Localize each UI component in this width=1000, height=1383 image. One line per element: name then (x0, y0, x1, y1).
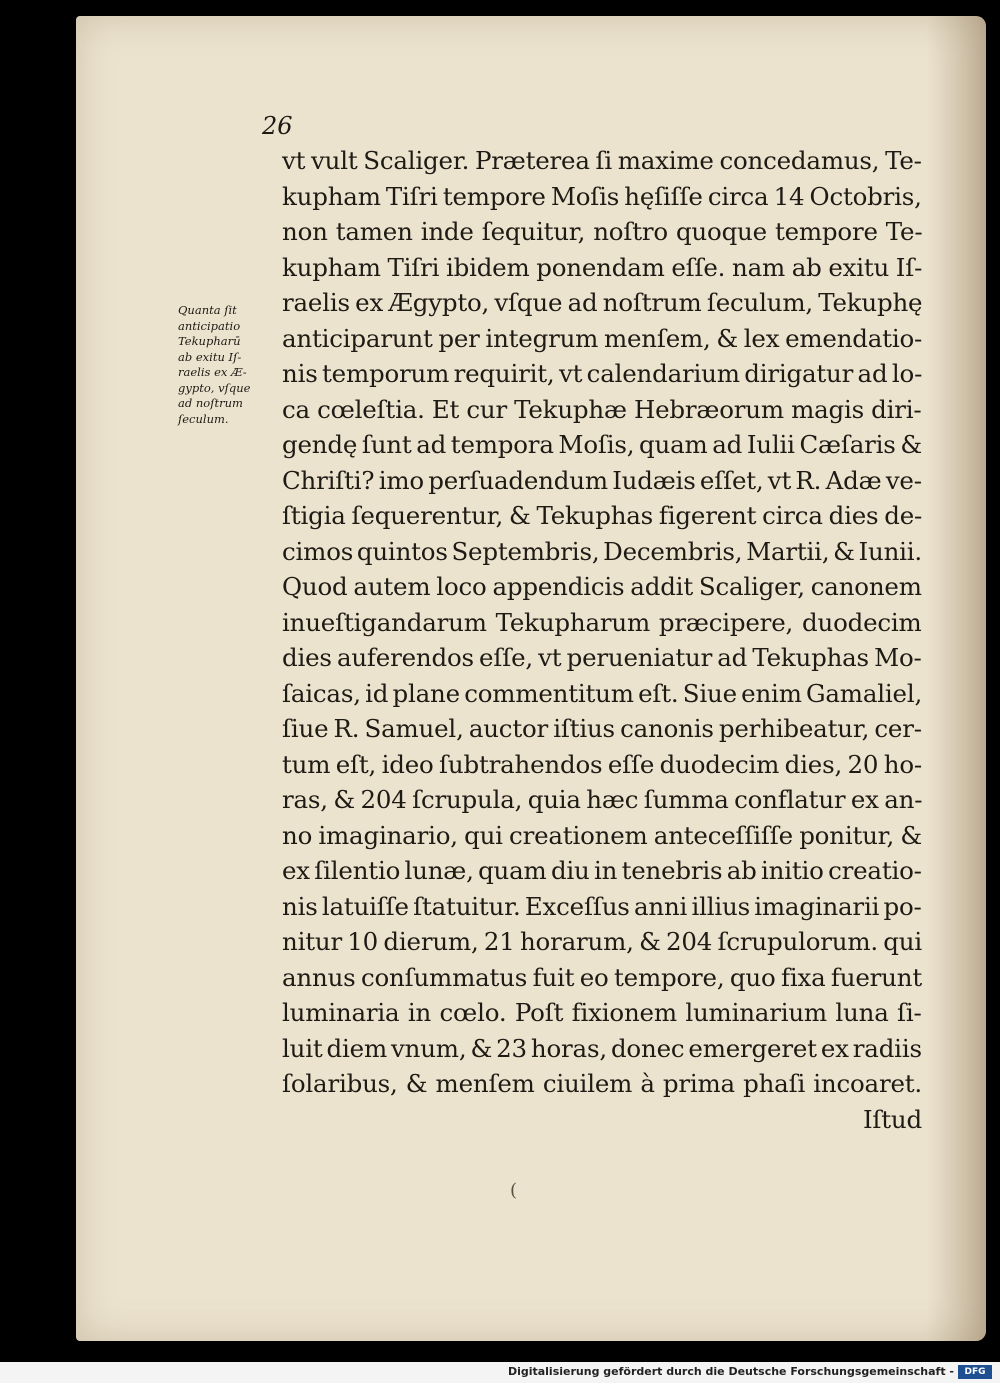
funding-credit: Digitalisierung gefördert durch die Deutsche Forschungsgemeinschaft - (507, 1365, 954, 1378)
paper-speck: ( (510, 1180, 518, 1201)
marginal-note-line: gypto, vſque (178, 380, 251, 395)
page-number: 26 (262, 112, 293, 140)
text-line: ex ſilentio lunæ, quam diu in tenebris ab initio creatio- (282, 856, 922, 885)
text-line: ſiue R. Samuel, auctor iſtius canonis perhibeatur, cer- (282, 714, 922, 743)
text-line: non tamen inde ſequitur, noſtro quoque tempore Te- (282, 217, 923, 246)
text-line: cimos quintos Septembris, Decembris, Martii, & Iunii. (282, 536, 923, 566)
marginal-note-line: ad noſtrum (178, 396, 243, 410)
text-line: ſtigia ſequerentur, & Tekuphas figerent circa dies de- (282, 501, 923, 530)
text-line: inueſtigandarum Tekupharum præcipere, duodecim (282, 607, 922, 637)
body-text (282, 143, 922, 1137)
marginal-note-line: ab exitu Iſ- (178, 349, 242, 364)
marginal-note-line: anticipatio (178, 318, 241, 333)
text-line: raelis ex Ægypto, vſque ad noſtrum ſeculum, Tekuphę (282, 288, 923, 317)
marginal-note (178, 303, 278, 427)
marginal-note-line: raelis ex Æ- (178, 365, 247, 379)
text-line: gendę ſunt ad tempora Moſis, quam ad Iulii Cæſaris & (282, 430, 922, 459)
text-line: luit diem vnum, & 23 horas, donec emergeret ex radiis (282, 1033, 922, 1063)
catchword: Iſtud (862, 1104, 922, 1134)
text-line: no imaginario, qui creationem anteceſſiſſe ponitur, & (282, 820, 922, 850)
text-line: tum eſt, ideo ſubtrahendos eſſe duodecim dies, 20 ho- (282, 749, 922, 779)
dfg-logo: DFG (958, 1365, 992, 1379)
text-line: anticiparunt per integrum menſem, & lex emendatio- (282, 323, 923, 353)
marginal-note-line: Tekupharū (178, 334, 241, 348)
text-line: Quod autem loco appendicis addit Scaliger, canonem (282, 572, 922, 601)
text-line: vt vult Scaliger. Præterea ſi maxime concedamus, Te- (282, 146, 922, 175)
marginal-note-line: ſeculum. (178, 411, 229, 426)
text-line: nis temporum requirit, vt calendarium dirigatur ad lo- (282, 359, 923, 388)
text-line: kupham Tiſri tempore Moſis hęſiſſe circa 14 Octobris, (282, 181, 922, 211)
text-line: ſaicas, id plane commentitum eſt. Siue enim Gamaliel, (282, 678, 923, 708)
text-line: Chriſti? imo perſuadendum Iudæis eſſet, vt R. Adæ ve- (282, 465, 922, 495)
text-line: nitur 10 dierum, 21 horarum, & 204 ſcrupulorum. qui (282, 927, 922, 956)
marginal-note-line: Quanta ſit (178, 303, 237, 317)
text-line: ca cœleſtia. Et cur Tekuphæ Hebræorum magis diri- (282, 394, 922, 424)
text-line: dies auferendos eſſe, vt perueniatur ad Tekuphas Mo- (282, 643, 922, 672)
text-line: nis latuiſſe ſtatuitur. Exceſſus anni illius imaginarii po- (282, 891, 922, 921)
text-line: luminaria in cœlo. Poſt fixionem luminarium luna ſi- (282, 998, 922, 1027)
text-line: ras, & 204 ſcrupula, quia hæc ſumma conflatur ex an- (282, 785, 923, 814)
text-line: ſolaribus, & menſem ciuilem à prima phaſi incoaret. (282, 1069, 922, 1098)
text-line: kupham Tiſri ibidem ponendam eſſe. nam ab exitu Iſ- (282, 252, 923, 282)
text-line: annus conſummatus fuit eo tempore, quo fixa fuerunt (282, 962, 922, 992)
footer-bar (0, 1362, 1000, 1383)
